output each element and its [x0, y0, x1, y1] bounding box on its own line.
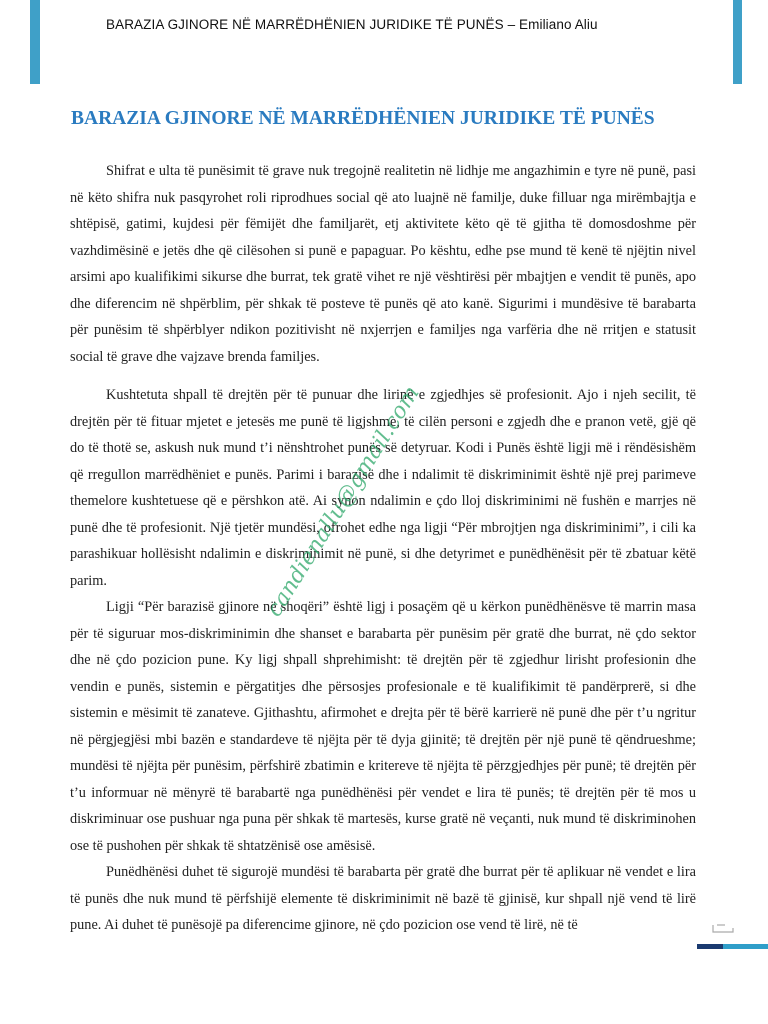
document-body [70, 158, 696, 939]
email-watermark: candienallu@gmail.com [262, 381, 425, 622]
paragraph-1: Shifrat e ulta të punësimit të grave nuk tregojnë realitetin në lidhje me angazhimin e tyre në punë, pasi në këto shifra nuk pasqyrohet roli riprodhues social që ato luajnë në familje, duke filluar nga mirëmbajtja e shtëpisë, gatimi, kujdesi për fëmijët dhe familjarët, etj aktivitete këto që të gjitha të domosdoshme për vazhdimësinë e jetës dhe që cilësohen si punë e papaguar. Po kështu, edhe pse mund të kenë të njëjtin nivel arsimi apo kualifikimi sikurse dhe burrat, tek gratë vihet re një vështirësi për mbajtjen e vendit të punës, apo dhe diferencim në shpërblim, për shkak të posteve të punës që ato kanë. Sigurimi i mundësive të barabarta për punësim të shpërblyer ndikon pozitivisht në nxjerrjen e familjes nga varfëria dhe në rritjen e statusit social të grave dhe vajzave brenda familjes. [70, 163, 696, 365]
header-left-accent-bar [30, 0, 40, 84]
running-header: BARAZIA GJINORE NË MARRËDHËNIEN JURIDIKE TË PUNËS – Emiliano Aliu [106, 17, 598, 32]
paragraph-4: Punëdhënësi duhet të sigurojë mundësi të barabarta për gratë dhe burrat për të aplikuar në vendet e lira të punës dhe nuk mund të përfshijë elemente të diskriminimit në bazë të gjinisë, kur shpall një vend të lirë pune. Ai duhet të punësojë pa diferencime gjinore, në çdo pozicion ose vend të lirë, në të [70, 864, 696, 933]
paragraph-2: Kushtetuta shpall të drejtën për të punuar dhe lirinë e zgjedhjes së profesionit. Ajo i njeh secilit, të drejtën për të fituar mjetet e jetesës me punë të ligjshme, të cilën personi e zgjedh dhe e pranon vetë, gjë që do të thotë se, askush nuk mund t’i nënshtrohet punës së detyruar. Kodi i Punës është ligji më i rëndësishëm që rregullon marrëdhëniet e punës. Parimi i barazisë dhe i ndalimit të diskriminimit është një prej parimeve themelore kushtetuese që e përshkon atë. Ai synon ndalimin e çdo lloj diskriminimi në fushën e marrjes në punë dhe të profesionit. Një tjetër mundësi, ofrohet edhe nga ligji “Për mbrojtjen nga diskriminimi”, i cili ka parashikuar hollësisht ndalimin e diskriminimit në punë, si dhe detyrimet e punëdhënësit për të zbatuar këtë parim. [70, 387, 696, 589]
paragraph-3: Ligji “Për barazisë gjinore në shoqëri” është ligj i posaçëm që u kërkon punëdhënësve të marrin masa për të siguruar mos-diskriminimin dhe shanset e barabarta për punësim për gratë dhe burrat, në çdo sektor dhe në çdo pozicion pune. Ky ligj shpall shprehimisht: të drejtën për të zgjedhur lirisht profesionin dhe vendin e punës, sistemin e përgatitjes dhe përsosjes profesionale e të kualifikimit të pandërprerë, si dhe sistemin e mësimit të zanateve. Gjithashtu, afirmohet e drejta për të bërë karrierë në punë dhe për t’u ngritur në përgjegjësi mbi bazën e standardeve të njëjta për të dyja gjinitë; të drejtën për një punë të qëndrueshme; mundësi të njëjta për punësim, përfshirë zbatimin e kritereve të njëjta të përzgjedhjes për punë; të drejtën për t’u informuar në mënyrë të barabartë nga punëdhënësi për vendet e lira të punës; të drejtën për të mos u diskriminuar ose pushuar nga puna për shkak të martesës, kurse gratë në veçanti, nuk mund të diskriminohen ose të pushohen për shkak të shtatzënisë ose amësisë. [70, 599, 696, 854]
header-right-accent-bar [733, 0, 742, 84]
page-number-mark-icon [711, 921, 737, 935]
document-title: BARAZIA GJINORE NË MARRËDHËNIEN JURIDIKE TË PUNËS [71, 108, 655, 129]
paragraph-spacer [70, 370, 696, 382]
footer-accent-bar-dark [697, 944, 723, 949]
